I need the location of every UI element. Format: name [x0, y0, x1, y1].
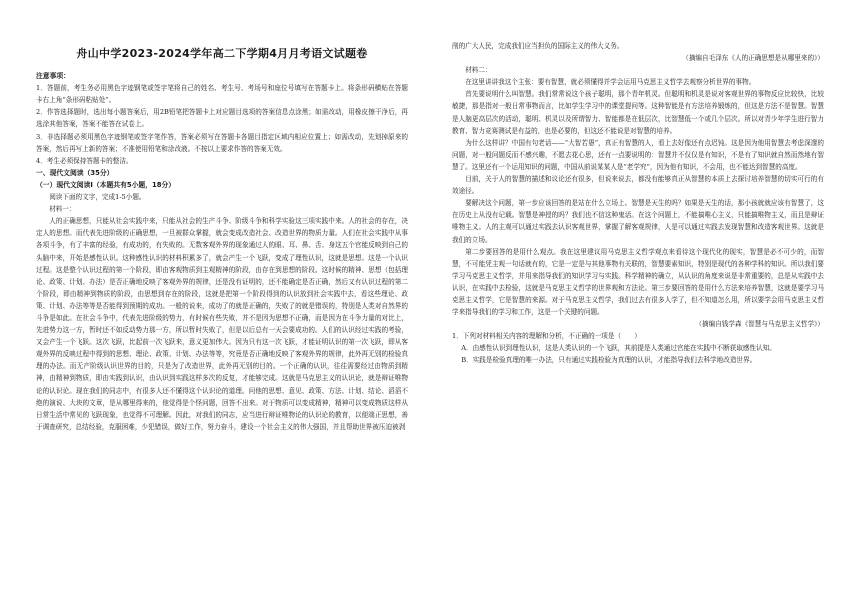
- notice-heading: 注意事项：: [36, 72, 70, 81]
- material-label: 材料二：: [465, 66, 492, 75]
- material2-paragraph: 在这里讲讲我这个主张：要有智慧，就必须懂得并学会运用马克思主义哲学去观察分析世界的事物。: [465, 78, 756, 87]
- continued-paragraph: 削的广大人民，完成我们应当担负的国际主义的伟大义务。: [452, 42, 624, 50]
- material2-paragraph: 为什么这样讲？中国有句老话——“大智若愚”，真正有智慧的人，看上去好像还有点迟钝。这是因为他用智慧去考虑深邃的问题，对一般问题反而不感兴趣，不愿去花心思，还有一点要说明的：智慧并不仅仅是有知识，不是有了知识就自然而然地有智慧了。这里还有一个运用知识的问题，中国从前说某某人是“老学究”，因为他有知识，不会用，也不能达到智慧的高度。: [452, 138, 824, 171]
- notice-item: 1．答题前，考生务必用黑色字迹钢笔或签字笔将自己的姓名、考生号、考场号和座位号填写在答题卡上。将条形码横贴在答题卡右上角“条形码粘贴处”。: [36, 84, 408, 105]
- material2-paragraph: 首先要说明什么叫智慧。我们常常说这个孩子聪明，那个青年机灵。但聪明和机灵是说对客观世界的事物反应比较快，比较敏捷，那是指对一般日常事物而言，比如学生学习中的课堂提问等。这种智能是有方法培养锻炼的，但这是方法不是智慧。智慧是人脑更高层次的活动，聪明、机灵以及所谓智力、智能都是在低层次，比智慧低一个或几个层次。所以对青少年学生进行智力教育、智力竞赛测试是有益的，也是必要的，但这还不能说是对智慧的培养。: [452, 90, 824, 135]
- source-citation: （摘编自毛泽东《人的正确思想是从哪里来的》）: [682, 54, 824, 63]
- notice-item: 4．考生必须保持答题卡的整洁。: [36, 156, 133, 165]
- left-column: [36, 40, 408, 433]
- material2-paragraph: 第二步要回答的是用什么观点。我在这里建议用马克思主义哲学观点来看待这个现代化的现实，智慧是必不可少的，而智慧，不可能凭主观一句话就有的，它是一定是与其他事物有关联的，智慧要素知识，特别是现代的各种学科的知识。所以我们要学习马克思主义哲学，并用来指导我们的知识学习与实践。科学精神的确立，从认识的角度来说是非常重要的，总是从实践中去认识，在实践中去检验，这就是马克思主义哲学的世界观和方法论。第三步要回答的是用什么方法来培养智慧，这就是要学习马克思主义哲学，它是智慧的来源。对于马克思主义哲学，我们过去有很多人学了，但不知道怎么用，所以要学会用马克思主义哲学来指导我们的学习和工作，这是一个关键的问题。: [452, 247, 824, 317]
- source-citation: （摘编自钱学森《智慧与马克思主义哲学》）: [695, 320, 824, 329]
- material2-paragraph: 要解决这个问题，第一步应该回答的是站在什么立场上。智慧是天生的吗？如果是天生的话，那小孩就就应该有智慧了，这在历史上从没有记载。智慧是神授的吗？我们也不信这种鬼话。在这个问题上，不能搞唯心主义，只能搞唯物主义，而且是辩证唯物主义。人的主观可以通过实践去认识客观世界，掌握了解客观规律，人是可以通过实践去发现智慧和改造客观世界。这就是我们的立场。: [452, 199, 824, 244]
- exam-title: 舟山中学2023-2024学年高二下学期4月月考语文试题卷: [76, 47, 368, 60]
- notice-item: 3．非选择题必须用黑色字迹钢笔或签字笔作答，答案必须写在答题卡各题目指定区域内相应位置上；如需改动，先划掉原来的答案，然后再写上新的答案；不准使用铅笔和涂改液。不按以上要求作答的答案无效。: [36, 132, 408, 153]
- subsection-heading: （一）现代文阅读Ⅰ（本题共有5小题，18分）: [36, 180, 176, 189]
- right-column: [452, 40, 824, 367]
- material2-paragraph: 目前，关于人的智慧的描述和议论还有很多，但说来说去，都没有能够真正从智慧的本质上去探讨培养智慧的切实可行的有效途径。: [452, 175, 824, 196]
- question-option-b: B．实践是检验真理的唯一办法，只有通过实践检验为真理的认识，才能指导我们去科学地改造世界。: [461, 356, 757, 365]
- notice-item: 2．作答选择题时，选出每小题答案后，用2B铅笔把答题卡上对应题目选项的答案信息点涂黑；如需改动，用橡皮擦干净后，再选涂其他答案，答案不能答在试卷上。: [36, 108, 408, 129]
- instruction-text: 阅读下面的文字，完成1-5小题。: [49, 193, 146, 202]
- material1-paragraph: 人的正确思想，只能从社会实践中来，只能从社会的生产斗争、阶级斗争和科学实验这三项实践中来。人的社会的存在，决定人的思想。而代表先进阶级的正确思想，一旦被群众掌握，就会变成改造社会、改造世界的物质力量。人们在社会实践中从事各项斗争，有了丰富的经验，有成功的，有失败的。无数客观外界的现象通过人的眼、耳、鼻、舌、身这五个官能反映到自己的头脑中来，开始是感性认识。这种感性认识的材料积累多了，就会产生一个飞跃，变成了理性认识，这就是思想。这是一个认识过程。这是整个认识过程的第一个阶段，即由客观物质到主观精神的阶段，由存在到思想的阶段。这时候的精神、思想（包括理论、政策、计划、办法）是否正确地反映了客观外界的规律，还是没有证明的，还不能确定是否正确，然后又有认识过程的第二个阶段，即由精神到物质的阶段，由思想到存在的阶段，这就是把第一个阶段得到的认识放到社会实践中去，看这些理论、政策、计划、办法等等是否能得到预期的成功。一般的说来，成功了的就是正确的，失败了的就是错误的，特别是人类对自然界的斗争是如此。在社会斗争中，代表先进阶级的势力，有时候有些失败，并不是因为思想不正确，而是因为在斗争力量的对比上，先进势力这一方，暂时还不如反动势力那一方，所以暂时失败了，但是以后总有一天会要成功的。人们的认识经过实践的考验，又会产生一个飞跃。这次飞跃，比起前一次飞跃来，意义更加伟大。因为只有这一次飞跃，才能证明认识的第一次飞跃，即从客观外界的反映过程中得到的思想、理论、政策、计划、办法等等，究竟是否正确地反映了客观外界的规律，此外再无别的检验真理的办法。而无产阶级认识世界的目的，只是为了改造世界，此外再无别的目的。一个正确的认识，往往需要经过由物质到精神，由精神到物质，即由实践到认识，由认识到实践这样多次的反复，才能够完成。这就是马克思主义的认识论，就是辩证唯物论的认识论。现在我们的同志中，有很多人还不懂得这个认识论的道理。问他的思想、意见、政策、方法、计划、结论、滔滔不绝的演说、大块的文章，是从哪里得来的，他觉得是个怪问题，回答不出来。对于物质可以变成精神，精神可以变成物质这样从日常生活中常见的飞跃现象，也觉得不可理解。因此，对我们的同志，应当进行辩证唯物论的认识论的教育，以便端正思想，善于调查研究，总结经验，克服困难，少犯错误，做好工作，努力奋斗，建设一个社会主义的伟大强国，并且帮助世界被压迫被剥: [36, 217, 408, 431]
- material-label: 材料一：: [49, 205, 76, 214]
- question-stem: 1．下列对材料相关内容的理解和分析，不正确的一项是（ ）: [452, 332, 641, 341]
- question-option-a: A．由感性认识到理性认识，这是人类认识的一个飞跃，其前提是人类通过官能在实践中不断获取感性认知。: [461, 344, 776, 353]
- section-heading: 一、现代文阅读（35分）: [36, 168, 114, 177]
